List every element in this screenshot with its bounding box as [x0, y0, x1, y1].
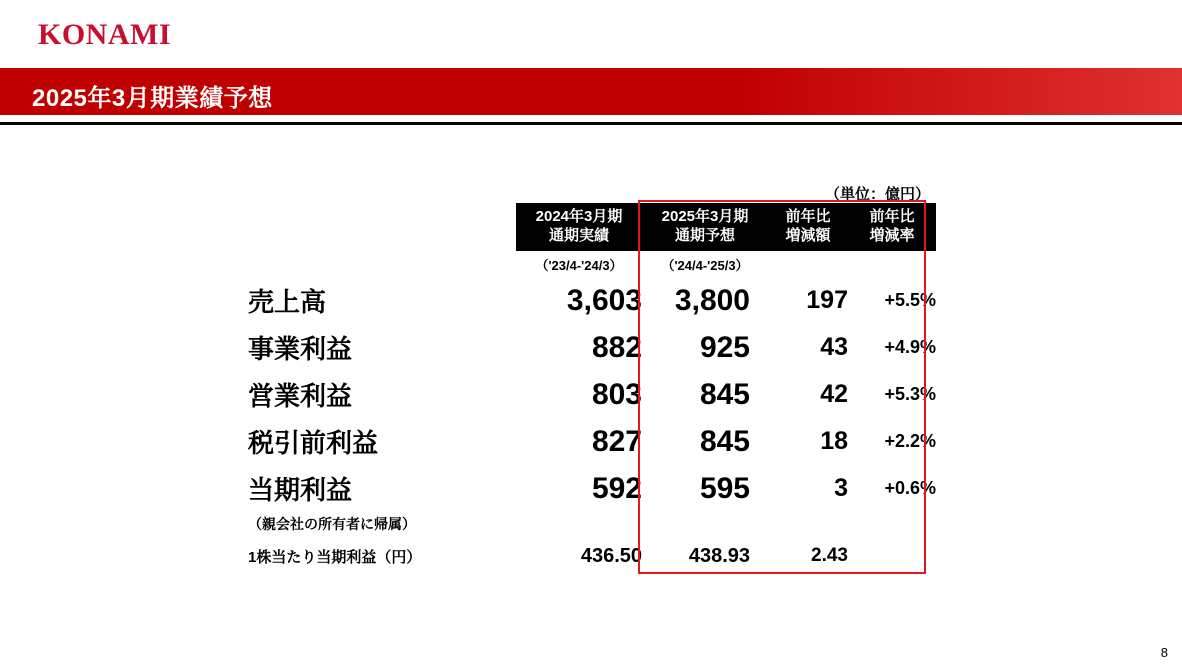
eps-actual-value: 436.50: [580, 544, 642, 567]
konami-logo: KONAMI: [38, 18, 171, 51]
row-actual-value: 3,603: [566, 283, 642, 317]
header-actual-line1: 2024年3月期: [535, 208, 623, 226]
net-income-subnote: （親会社の所有者に帰属）: [248, 516, 416, 532]
subheader-cell-blank: [248, 251, 516, 277]
table-row: [248, 324, 936, 371]
row-forecast-value: 845: [699, 424, 750, 458]
header-cell-rate: [848, 203, 936, 251]
subnote-spacer: [768, 512, 848, 536]
header-rate-line1: 前年比: [869, 208, 915, 226]
row-label: 事業利益: [248, 334, 353, 364]
header-forecast-line2: 通期予想: [674, 227, 735, 244]
title-divider: [0, 122, 1182, 125]
subnote-spacer: [642, 512, 768, 536]
row-rate-value: +4.9%: [884, 337, 936, 357]
subheader-rate-period: [848, 251, 936, 277]
table-row: [248, 418, 936, 465]
row-label: 当期利益: [248, 475, 353, 505]
header-forecast-line1: 2025年3月期: [661, 208, 749, 226]
table-header-row: [248, 203, 936, 251]
table-row: [248, 277, 936, 324]
financial-table: [248, 203, 936, 576]
table-row: [248, 465, 936, 512]
row-rate-value: +0.6%: [884, 478, 936, 498]
row-forecast-value: 595: [699, 471, 750, 505]
row-diff-value: 43: [820, 333, 848, 361]
row-label: 営業利益: [248, 381, 353, 411]
row-rate-value: +5.3%: [884, 384, 936, 404]
subnote-spacer: [848, 512, 936, 536]
financial-table-wrap: [248, 203, 936, 576]
row-actual-value: 592: [591, 471, 642, 505]
row-rate-value: +2.2%: [884, 431, 936, 451]
row-diff-value: 3: [834, 474, 848, 502]
page-number: 8: [1160, 645, 1168, 660]
row-actual-value: 827: [591, 424, 642, 458]
row-rate-value: +5.5%: [884, 290, 936, 310]
row-actual-value: 882: [591, 330, 642, 364]
row-label: 売上高: [248, 287, 327, 317]
row-forecast-value: 925: [699, 330, 750, 364]
table-row-eps: [248, 536, 936, 576]
eps-diff-value: 2.43: [811, 545, 848, 566]
unit-note: （単位：億円）: [824, 186, 930, 203]
eps-label: 1株当たり当期利益（円）: [248, 548, 422, 566]
row-diff-value: 18: [820, 427, 848, 455]
row-actual-value: 803: [591, 377, 642, 411]
subheader-actual-period: （'23/4-'24/3）: [535, 257, 623, 273]
header-cell-diff: [768, 203, 848, 251]
subheader-diff-period: [768, 251, 848, 277]
eps-rate-value: [848, 536, 936, 576]
page-title: 2025年3月期業績予想: [32, 85, 273, 112]
header-rate-line2: 増減率: [869, 227, 915, 244]
row-diff-value: 42: [820, 380, 848, 408]
header-cell-actual: [516, 203, 642, 251]
table-row: [248, 371, 936, 418]
header-cell-forecast: [642, 203, 768, 251]
table-subheader-row: [248, 251, 936, 277]
subnote-spacer: [516, 512, 642, 536]
subheader-forecast-period: （'24/4-'25/3）: [661, 257, 749, 273]
header-diff-line2: 増減額: [785, 227, 831, 244]
eps-forecast-value: 438.93: [688, 544, 750, 567]
row-label: 税引前利益: [248, 428, 379, 458]
row-forecast-value: 845: [699, 377, 750, 411]
row-diff-value: 197: [806, 286, 848, 314]
header-actual-line2: 通期実績: [548, 227, 609, 244]
header-cell-blank: [248, 203, 516, 251]
row-forecast-value: 3,800: [674, 283, 750, 317]
header-diff-line1: 前年比: [785, 208, 831, 226]
table-subnote-row: [248, 512, 936, 536]
